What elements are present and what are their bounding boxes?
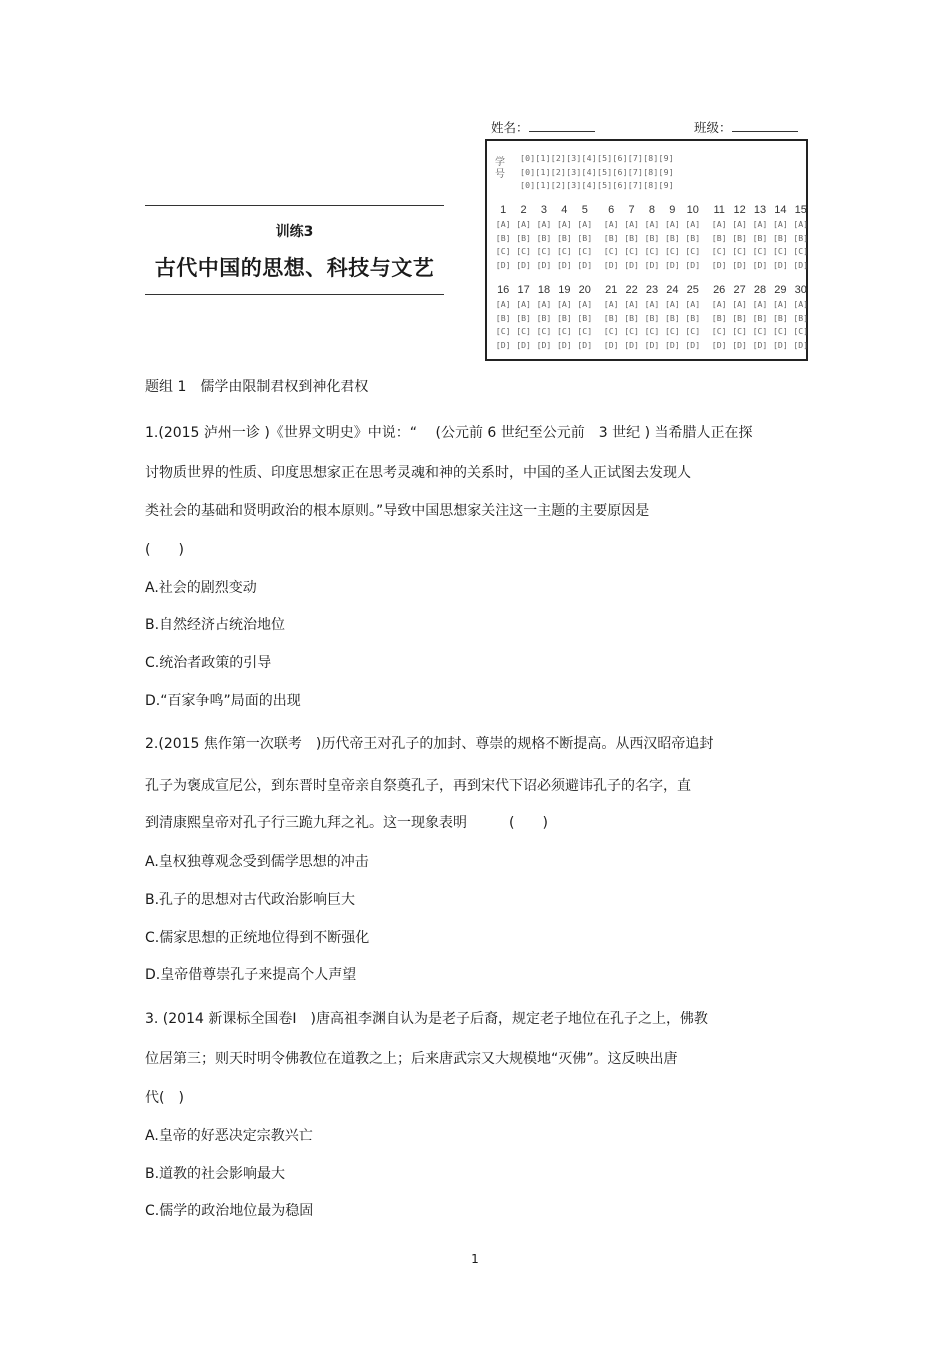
answer-bubble[interactable]: [D] xyxy=(577,339,593,350)
answer-bubble[interactable]: [B] xyxy=(772,232,788,243)
question-number: 20 xyxy=(578,284,591,296)
answer-bubble[interactable]: [C] xyxy=(624,246,639,257)
question-number: 25 xyxy=(686,284,699,296)
answer-bubble[interactable]: [A] xyxy=(644,299,660,309)
answer-bubble[interactable]: [C] xyxy=(644,326,660,337)
option-row xyxy=(601,339,703,353)
option-row xyxy=(493,312,595,326)
question-number: 22 xyxy=(625,284,638,296)
answer-bubble[interactable]: [D] xyxy=(664,339,680,350)
question-number: 26 xyxy=(713,284,726,296)
option-row xyxy=(709,218,811,232)
answer-bubble[interactable]: [B] xyxy=(603,312,619,323)
option-row xyxy=(493,298,595,312)
answer-bubble[interactable]: [B] xyxy=(624,232,639,243)
answer-bubble[interactable]: [A] xyxy=(664,299,680,309)
answer-bubble[interactable]: [C] xyxy=(664,246,680,257)
option-row xyxy=(709,325,811,339)
answer-bubble[interactable]: [A] xyxy=(793,299,809,309)
answer-bubble[interactable]: [B] xyxy=(664,312,680,323)
answer-bubble[interactable]: [D] xyxy=(732,339,747,350)
answer-bubble[interactable]: [D] xyxy=(536,339,552,350)
answer-bubble[interactable]: [D] xyxy=(793,259,809,270)
answer-bubble[interactable]: [B] xyxy=(793,232,809,243)
answer-option[interactable]: A.社会的剧烈变动 xyxy=(145,580,257,596)
question-group xyxy=(601,284,703,352)
answer-bubble[interactable]: [C] xyxy=(495,326,511,337)
question-line: 1.(2015 泸州一诊 )《世界文明史》中说：“ (公元前 6 世纪至公元前 3 世纪 ) 当希腊人正在探 xyxy=(145,425,753,441)
answer-bubble[interactable]: [A] xyxy=(732,299,747,309)
answer-bubble[interactable]: [C] xyxy=(732,326,747,337)
answer-bubble[interactable]: [D] xyxy=(772,259,788,270)
answer-bubble[interactable]: [B] xyxy=(752,232,768,243)
answer-bubble[interactable]: [D] xyxy=(603,259,619,270)
answer-bubble[interactable]: [D] xyxy=(644,259,660,270)
answer-bubble[interactable]: [C] xyxy=(752,246,768,257)
answer-bubble[interactable]: [D] xyxy=(536,259,552,270)
answer-option[interactable]: A.皇帝的好恶决定宗教兴亡 xyxy=(145,1128,313,1144)
answer-bubble[interactable]: [B] xyxy=(644,312,660,323)
question-line: 到清康熙皇帝对孔子行三跪九拜之礼。这一现象表明 ( ) xyxy=(145,815,548,831)
answer-bubble[interactable]: [A] xyxy=(793,219,809,229)
option-row xyxy=(709,298,811,312)
question-number: 1 xyxy=(500,204,507,216)
answer-bubble[interactable]: [C] xyxy=(732,246,747,257)
option-row xyxy=(601,325,703,339)
answer-option[interactable]: B.自然经济占统治地位 xyxy=(145,617,286,633)
question-group xyxy=(493,284,595,352)
answer-bubble[interactable]: [A] xyxy=(603,219,619,229)
answer-card xyxy=(485,139,808,361)
student-id-digit-row[interactable]: [0][1][2][3][4][5][6][7][8][9] xyxy=(520,167,674,177)
answer-bubble[interactable]: [D] xyxy=(752,259,768,270)
name-label: 姓名： xyxy=(491,120,529,135)
option-row xyxy=(601,232,703,246)
question-number: 28 xyxy=(753,284,767,296)
question-number: 24 xyxy=(666,284,679,296)
answer-option[interactable]: D.皇帝借尊崇孔子来提高个人声望 xyxy=(145,967,357,983)
answer-option[interactable]: C.儒家思想的正统地位得到不断强化 xyxy=(145,930,370,946)
question-numbers xyxy=(709,204,811,216)
answer-bubble[interactable]: [B] xyxy=(752,312,768,323)
answer-bubble[interactable]: [B] xyxy=(685,232,701,243)
student-id-label: 学号 xyxy=(495,157,505,180)
answer-bubble[interactable]: [C] xyxy=(624,326,639,337)
answer-bubble[interactable]: [B] xyxy=(577,232,593,243)
question-line: ( ) xyxy=(145,542,184,558)
page-title: 古代中国的思想、科技与文艺 xyxy=(154,256,435,280)
question-number: 27 xyxy=(733,284,746,296)
question-numbers xyxy=(601,284,703,296)
option-row xyxy=(601,245,703,259)
question-numbers xyxy=(493,204,595,216)
answer-bubble[interactable]: [C] xyxy=(685,246,701,257)
answer-bubble[interactable]: [A] xyxy=(711,219,727,229)
answer-bubble[interactable]: [C] xyxy=(495,246,511,257)
question-number: 12 xyxy=(733,204,746,216)
answer-bubble[interactable]: [D] xyxy=(711,339,727,350)
class-field[interactable] xyxy=(694,118,798,136)
answer-bubble[interactable]: [A] xyxy=(711,299,727,309)
group-heading: 题组 1 儒学由限制君权到神化君权 xyxy=(145,379,369,395)
answer-bubble[interactable]: [B] xyxy=(603,232,619,243)
question-line: 孔子为褒成宣尼公，到东晋时皇帝亲自祭奠孔子，再到宋代下诏必须避讳孔子的名字，直 xyxy=(145,778,691,794)
answer-bubble[interactable]: [D] xyxy=(624,339,639,350)
answer-bubble[interactable]: [D] xyxy=(577,259,593,270)
answer-bubble[interactable]: [B] xyxy=(644,232,660,243)
answer-bubble[interactable]: [A] xyxy=(516,299,531,309)
question-number: 14 xyxy=(774,204,787,216)
answer-bubble[interactable]: [C] xyxy=(644,246,660,257)
answer-bubble[interactable]: [B] xyxy=(536,232,552,243)
question-numbers xyxy=(601,204,703,216)
answer-bubble[interactable]: [B] xyxy=(556,232,572,243)
answer-option[interactable]: A.皇权独尊观念受到儒学思想的冲击 xyxy=(145,854,369,870)
answer-bubble[interactable]: [B] xyxy=(516,232,531,243)
answer-bubble[interactable]: [C] xyxy=(577,326,593,337)
answer-bubble[interactable]: [D] xyxy=(711,259,727,270)
option-row xyxy=(709,339,811,353)
question-number: 19 xyxy=(558,284,571,296)
question-line: 2.(2015 焦作第一次联考 )历代帝王对孔子的加封、尊崇的规格不断提高。从西汉昭帝追封 xyxy=(145,736,714,752)
answer-bubble[interactable]: [D] xyxy=(685,259,701,270)
answer-bubble[interactable]: [A] xyxy=(732,219,747,229)
answer-bubble[interactable]: [B] xyxy=(664,232,680,243)
question-number: 29 xyxy=(774,284,787,296)
answer-bubble[interactable]: [A] xyxy=(772,219,788,229)
option-row xyxy=(493,218,595,232)
answer-bubble[interactable]: [D] xyxy=(495,259,511,270)
answer-bubble[interactable]: [D] xyxy=(772,339,788,350)
answer-bubble[interactable]: [A] xyxy=(495,299,511,309)
answer-bubble[interactable]: [A] xyxy=(624,299,639,309)
answer-option[interactable]: B.孔子的思想对古代政治影响巨大 xyxy=(145,892,356,908)
answer-bubble[interactable]: [B] xyxy=(772,312,788,323)
answer-bubble[interactable]: [B] xyxy=(556,312,572,323)
answer-bubble[interactable]: [C] xyxy=(556,246,572,257)
answer-bubble[interactable]: [A] xyxy=(685,219,701,229)
student-id-digit-row[interactable]: [0][1][2][3][4][5][6][7][8][9] xyxy=(520,153,674,163)
answer-bubble[interactable]: [A] xyxy=(664,219,680,229)
answer-bubble[interactable]: [A] xyxy=(577,219,593,229)
answer-bubble[interactable]: [B] xyxy=(624,312,639,323)
answer-bubble[interactable]: [D] xyxy=(664,259,680,270)
answer-bubble[interactable]: [A] xyxy=(685,299,701,309)
answer-bubble[interactable]: [A] xyxy=(624,219,639,229)
question-number: 4 xyxy=(561,204,568,216)
answer-bubble[interactable]: [B] xyxy=(577,312,593,323)
question-group xyxy=(601,204,703,272)
class-blank[interactable] xyxy=(732,121,798,132)
exercise-number: 训练3 xyxy=(275,224,314,240)
answer-bubble[interactable]: [A] xyxy=(772,299,788,309)
answer-bubble[interactable]: [D] xyxy=(556,339,572,350)
answer-bubble[interactable]: [B] xyxy=(793,312,809,323)
question-number: 8 xyxy=(648,204,656,216)
answer-bubble[interactable]: [D] xyxy=(516,339,531,350)
option-row xyxy=(493,245,595,259)
answer-bubble[interactable]: [A] xyxy=(752,299,768,309)
answer-bubble[interactable]: [C] xyxy=(711,246,727,257)
answer-bubble[interactable]: [A] xyxy=(556,219,572,229)
question-line: 讨物质世界的性质、印度思想家正在思考灵魂和神的关系时，中国的圣人正试图去发现人 xyxy=(145,465,691,481)
answer-bubble[interactable]: [C] xyxy=(793,246,809,257)
answer-bubble[interactable]: [A] xyxy=(556,299,572,309)
question-line: 代( ) xyxy=(145,1090,184,1106)
option-row xyxy=(493,232,595,246)
option-row xyxy=(601,312,703,326)
option-row xyxy=(601,298,703,312)
answer-bubble[interactable]: [C] xyxy=(603,246,619,257)
question-number: 2 xyxy=(520,204,527,216)
page-number: 1 xyxy=(471,1252,479,1266)
option-row xyxy=(709,245,811,259)
answer-bubble[interactable]: [C] xyxy=(793,326,809,337)
answer-bubble[interactable]: [C] xyxy=(772,246,788,257)
answer-bubble[interactable]: [B] xyxy=(711,232,727,243)
answer-bubble[interactable]: [C] xyxy=(577,246,593,257)
answer-option[interactable]: C.儒学的政治地位最为稳固 xyxy=(145,1203,314,1219)
answer-bubble[interactable]: [A] xyxy=(644,219,660,229)
question-number: 30 xyxy=(794,284,807,296)
answer-bubble[interactable]: [A] xyxy=(536,299,552,309)
answer-bubble[interactable]: [C] xyxy=(516,326,531,337)
name-field[interactable] xyxy=(491,118,595,136)
answer-bubble[interactable]: [C] xyxy=(772,326,788,337)
class-label: 班级： xyxy=(694,120,732,135)
question-number: 16 xyxy=(497,284,510,296)
answer-bubble[interactable]: [D] xyxy=(516,259,531,270)
answer-bubble[interactable]: [B] xyxy=(536,312,552,323)
answer-bubble[interactable]: [C] xyxy=(711,326,727,337)
question-number: 5 xyxy=(581,204,588,216)
name-blank[interactable] xyxy=(529,121,595,132)
answer-bubble[interactable]: [D] xyxy=(556,259,572,270)
question-number: 15 xyxy=(794,204,807,216)
answer-bubble[interactable]: [C] xyxy=(752,326,768,337)
option-row xyxy=(601,259,703,273)
answer-bubble[interactable]: [A] xyxy=(577,299,593,309)
title-rule-top xyxy=(145,205,444,206)
answer-bubble[interactable]: [C] xyxy=(556,326,572,337)
answer-bubble[interactable]: [B] xyxy=(495,232,511,243)
answer-bubble[interactable]: [B] xyxy=(495,312,511,323)
question-number: 13 xyxy=(753,204,767,216)
answer-bubble[interactable]: [D] xyxy=(624,259,639,270)
question-line: 位居第三；则天时明令佛教位在道教之上；后来唐武宗又大规模地“灭佛”。这反映出唐 xyxy=(145,1051,678,1067)
question-number: 11 xyxy=(713,204,725,216)
question-group xyxy=(709,204,811,272)
option-row xyxy=(709,312,811,326)
question-number: 9 xyxy=(669,204,676,216)
question-number: 18 xyxy=(537,284,551,296)
answer-option[interactable]: D.“百家争鸣”局面的出现 xyxy=(145,693,301,709)
answer-bubble[interactable]: [D] xyxy=(793,339,809,350)
answer-bubble[interactable]: [A] xyxy=(495,219,511,229)
question-number: 23 xyxy=(645,284,659,296)
option-row xyxy=(709,232,811,246)
option-row xyxy=(709,259,811,273)
question-numbers xyxy=(709,284,811,296)
question-number: 17 xyxy=(517,284,530,296)
question-number: 10 xyxy=(686,204,699,216)
title-rule-bottom xyxy=(145,294,444,295)
student-id-digit-row[interactable]: [0][1][2][3][4][5][6][7][8][9] xyxy=(520,180,674,190)
question-number: 3 xyxy=(540,204,548,216)
answer-bubble[interactable]: [A] xyxy=(516,219,531,229)
answer-bubble[interactable]: [A] xyxy=(752,219,768,229)
answer-option[interactable]: B.道教的社会影响最大 xyxy=(145,1166,286,1182)
answer-bubble[interactable]: [C] xyxy=(516,246,531,257)
answer-bubble[interactable]: [C] xyxy=(536,246,552,257)
option-row xyxy=(493,259,595,273)
answer-bubble[interactable]: [A] xyxy=(603,299,619,309)
option-row xyxy=(601,218,703,232)
question-number: 21 xyxy=(605,284,618,296)
answer-bubble[interactable]: [A] xyxy=(536,219,552,229)
answer-bubble[interactable]: [D] xyxy=(603,339,619,350)
answer-bubble[interactable]: [C] xyxy=(664,326,680,337)
answer-bubble[interactable]: [D] xyxy=(495,339,511,350)
answer-bubble[interactable]: [C] xyxy=(536,326,552,337)
question-group xyxy=(493,204,595,272)
answer-bubble[interactable]: [D] xyxy=(732,259,747,270)
option-row xyxy=(493,325,595,339)
question-number: 7 xyxy=(628,204,635,216)
question-numbers xyxy=(493,284,595,296)
answer-bubble[interactable]: [D] xyxy=(752,339,768,350)
answer-bubble[interactable]: [B] xyxy=(732,232,747,243)
answer-bubble[interactable]: [C] xyxy=(685,326,701,337)
answer-bubble[interactable]: [D] xyxy=(685,339,701,350)
question-line: 3. (2014 新课标全国卷Ⅰ )唐高祖李渊自认为是老子后裔，规定老子地位在孔子之上，佛教 xyxy=(145,1011,708,1027)
answer-bubble[interactable]: [B] xyxy=(711,312,727,323)
question-line: 类社会的基础和贤明政治的根本原则。”导致中国思想家关注这一主题的主要原因是 xyxy=(145,503,650,519)
option-row xyxy=(493,339,595,353)
answer-option[interactable]: C.统治者政策的引导 xyxy=(145,655,272,671)
question-group xyxy=(709,284,811,352)
answer-bubble[interactable]: [B] xyxy=(732,312,747,323)
answer-bubble[interactable]: [C] xyxy=(603,326,619,337)
answer-bubble[interactable]: [B] xyxy=(516,312,531,323)
question-number: 6 xyxy=(608,204,615,216)
answer-bubble[interactable]: [B] xyxy=(685,312,701,323)
answer-bubble[interactable]: [D] xyxy=(644,339,660,350)
